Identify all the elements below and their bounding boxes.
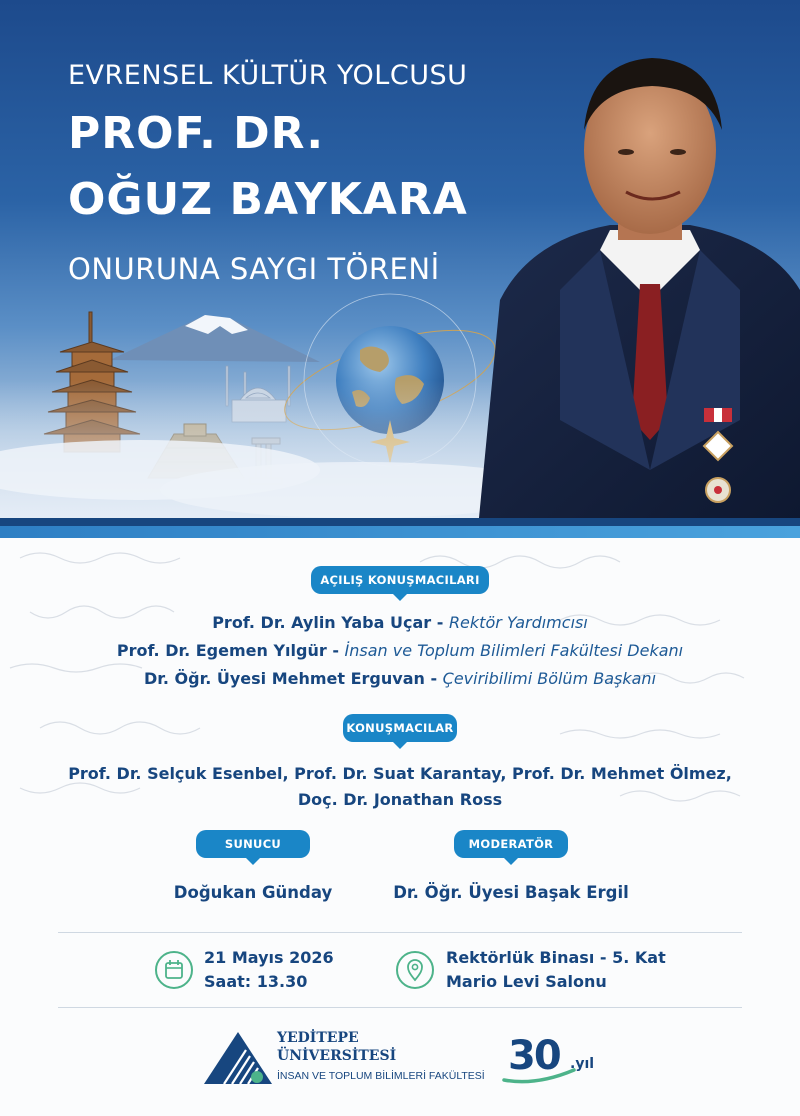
separator: - xyxy=(431,613,449,632)
hero-banner xyxy=(0,0,800,528)
divider-bottom xyxy=(58,1007,742,1008)
honoree-title: PROF. DR. xyxy=(68,108,325,159)
speaker-role: İnsan ve Toplum Bilimleri Fakültesi Dekanı xyxy=(344,641,684,660)
event-date: 21 Mayıs 2026 xyxy=(204,948,334,967)
host-label: SUNUCU xyxy=(196,830,310,858)
speaker-role: Çeviribilimi Bölüm Başkanı xyxy=(442,669,657,688)
university-name-line2: ÜNİVERSİTESİ xyxy=(277,1048,397,1064)
speaker-role: Rektör Yardımcısı xyxy=(448,613,588,632)
divider-band xyxy=(0,518,800,526)
event-tagline: EVRENSEL KÜLTÜR YOLCUSU xyxy=(68,60,468,91)
anniversary-swoosh-icon xyxy=(500,1066,580,1086)
anniversary-suffix: .yıl xyxy=(570,1056,595,1072)
event-place-hall: Mario Levi Salonu xyxy=(446,972,607,991)
separator: - xyxy=(424,669,443,688)
calendar-icon xyxy=(155,951,193,989)
faculty-name: İNSAN VE TOPLUM BİLİMLERİ FAKÜLTESİ xyxy=(277,1070,485,1082)
opening-speaker-3 xyxy=(0,669,800,688)
event-time: Saat: 13.30 xyxy=(204,972,308,991)
divider-top xyxy=(58,932,742,933)
honoree-name: OĞUZ BAYKARA xyxy=(68,174,468,225)
speakers-line-1: Prof. Dr. Selçuk Esenbel, Prof. Dr. Suat Karantay, Prof. Dr. Mehmet Ölmez, xyxy=(68,764,732,783)
host-name: Doğukan Günday xyxy=(173,883,333,902)
speaker-name: Dr. Öğr. Üyesi Mehmet Erguvan xyxy=(143,669,425,688)
speakers-label: KONUŞMACILAR xyxy=(343,714,457,742)
opening-speaker-1 xyxy=(0,613,800,632)
university-name-line1: YEDİTEPE xyxy=(277,1030,359,1046)
opening-speakers-label: AÇILIŞ KONUŞMACILARI xyxy=(311,566,489,594)
event-place-building: Rektörlük Binası - 5. Kat xyxy=(446,948,666,967)
location-pin-icon xyxy=(396,951,434,989)
portrait-photo xyxy=(478,58,800,528)
moderator-name: Dr. Öğr. Üyesi Başak Ergil xyxy=(393,883,629,902)
moderator-label: MODERATÖR xyxy=(454,830,568,858)
university-logo-icon xyxy=(202,1030,274,1086)
speaker-name: Prof. Dr. Egemen Yılgür xyxy=(116,641,327,660)
opening-speaker-2 xyxy=(0,641,800,660)
anniversary-number: 30 xyxy=(508,1033,560,1079)
accent-band xyxy=(0,526,800,538)
speaker-name: Prof. Dr. Aylin Yaba Uçar xyxy=(212,613,432,632)
event-name: ONURUNA SAYGI TÖRENİ xyxy=(68,252,440,286)
mountain-illustration xyxy=(110,315,320,362)
separator: - xyxy=(326,641,345,660)
speakers-line-2: Doç. Dr. Jonathan Ross xyxy=(297,790,503,809)
